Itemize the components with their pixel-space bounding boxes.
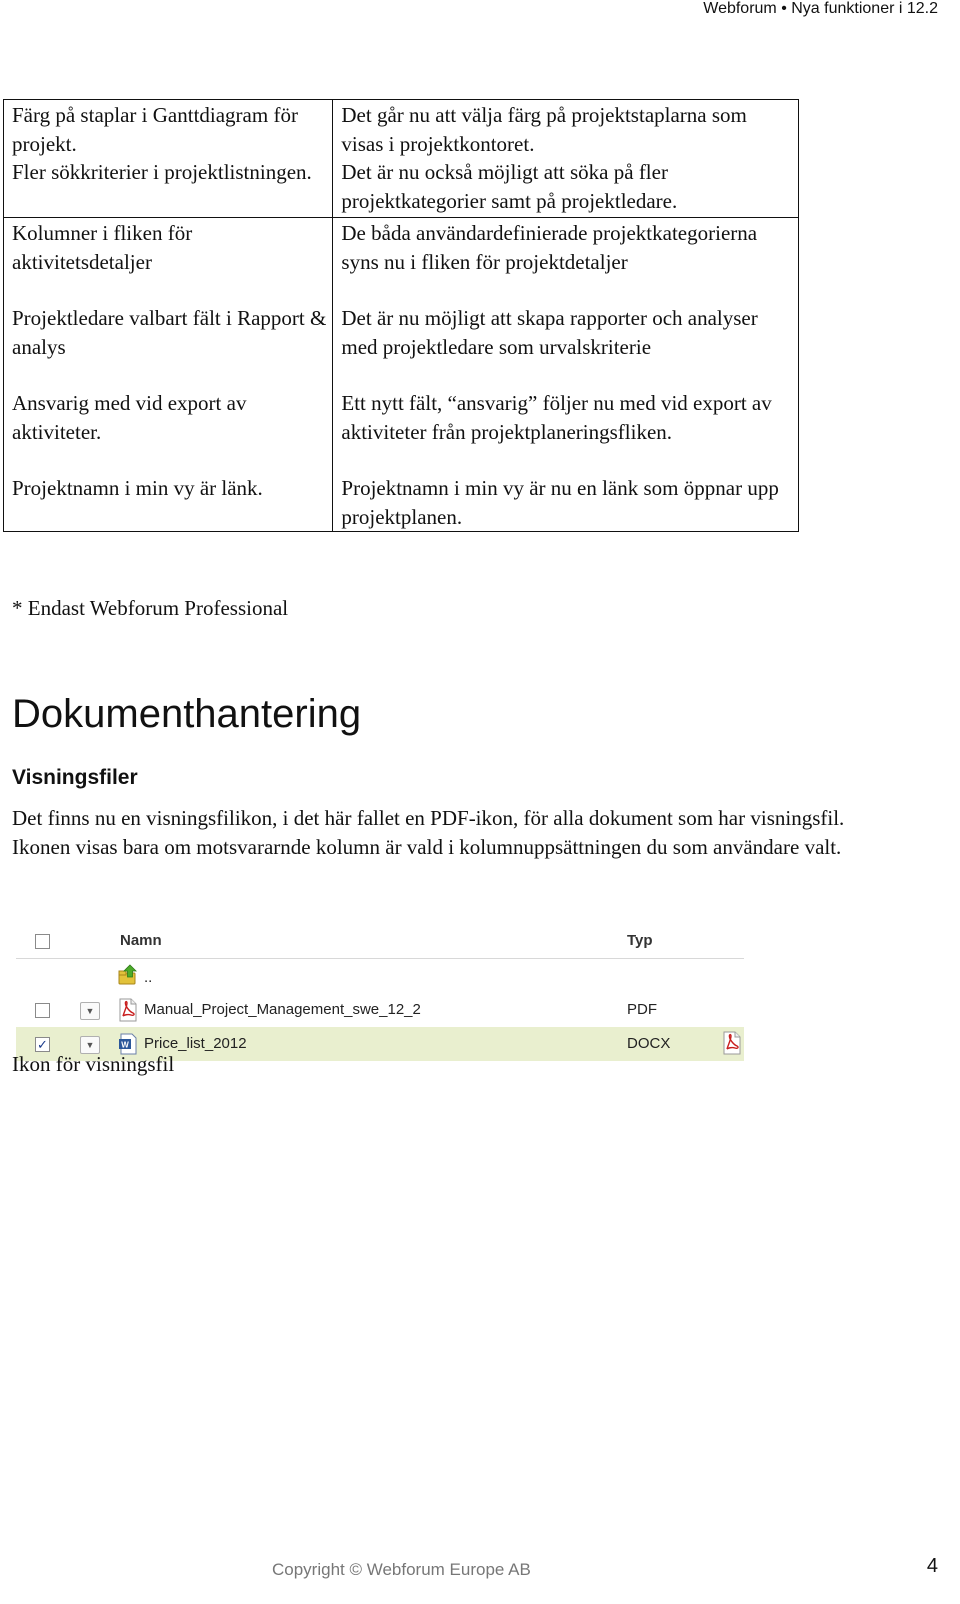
feature-description: Det är nu också möjligt att söka på fler projektkategorier samt på projektledare. [341, 160, 678, 213]
feature-label: Projektnamn i min vy är länk. [12, 476, 263, 500]
file-name[interactable]: Manual_Project_Management_swe_12_2 [144, 1001, 421, 1018]
table-row [4, 100, 799, 218]
feature-label: Färg på staplar i Ganttdiagram för projekt. [12, 103, 298, 156]
feature-description: Det går nu att välja färg på projektstaplarna som visas i projektkontoret. [341, 103, 747, 156]
parent-folder-row[interactable] [16, 959, 744, 993]
row-checkbox[interactable]: ✓ [35, 1037, 50, 1052]
page-header: Webforum • Nya funktioner i 12.2 [703, 0, 938, 17]
parent-folder-label: .. [144, 969, 153, 986]
figure-caption: Ikon för visningsfil [12, 1052, 175, 1076]
feature-description: Det är nu möjligt att skapa rapporter och analyser med projektledare som urvalskriterie [341, 306, 758, 359]
section-subtitle: Visningsfiler [12, 766, 138, 789]
feature-description: Projektnamn i min vy är nu en länk som öppnar upp projektplanen. [341, 476, 779, 529]
column-header-type[interactable]: Typ [627, 932, 653, 949]
page-number: 4 [926, 1555, 938, 1577]
folder-up-icon [118, 963, 138, 987]
preview-pdf-icon[interactable] [722, 1031, 742, 1055]
svg-text:W: W [121, 1040, 129, 1050]
footnote: * Endast Webforum Professional [12, 596, 289, 620]
feature-description: De båda användardefinierade projektkategorierna syns nu i fliken för projektdetaljer [341, 221, 758, 274]
feature-cell [4, 100, 333, 218]
feature-label: Kolumner i fliken för aktivitetsdetaljer [12, 221, 193, 274]
description-cell [333, 100, 799, 218]
file-type: PDF [627, 1001, 657, 1018]
file-row[interactable] [16, 993, 744, 1027]
file-list-header [16, 924, 744, 959]
pdf-icon [118, 998, 138, 1022]
file-list-screenshot [16, 924, 744, 1058]
section-paragraph: Det finns nu en visningsfilikon, i det här fallet en PDF-ikon, för alla dokument som har visningsfil. Ikonen visas bara om motsvararnde kolumn är vald i kolumnuppsättningen du som användare valt. [12, 806, 845, 859]
features-table [3, 99, 799, 532]
chevron-down-icon[interactable]: ▼ [80, 1002, 100, 1020]
section-title: Dokumenthantering [12, 692, 362, 736]
file-type: DOCX [627, 1035, 671, 1052]
table-row [4, 218, 799, 532]
file-name[interactable]: Price_list_2012 [144, 1035, 247, 1052]
feature-label: Fler sökkriterier i projektlistningen. [12, 160, 312, 184]
chevron-down-icon[interactable]: ▼ [80, 1036, 100, 1054]
feature-cell [4, 218, 333, 532]
select-all-checkbox[interactable] [35, 934, 50, 949]
feature-label: Ansvarig med vid export av aktiviteter. [12, 391, 247, 444]
copyright-text: Copyright © Webforum Europe AB [272, 1560, 531, 1579]
feature-description: Ett nytt fält, “ansvarig” följer nu med vid export av aktiviteter från projektplaneringsfliken. [341, 391, 772, 444]
description-cell [333, 218, 799, 532]
feature-label: Projektledare valbart fält i Rapport & analys [12, 306, 327, 359]
page-footer [0, 1555, 960, 1590]
column-header-name[interactable]: Namn [120, 932, 162, 949]
row-checkbox[interactable] [35, 1003, 50, 1018]
